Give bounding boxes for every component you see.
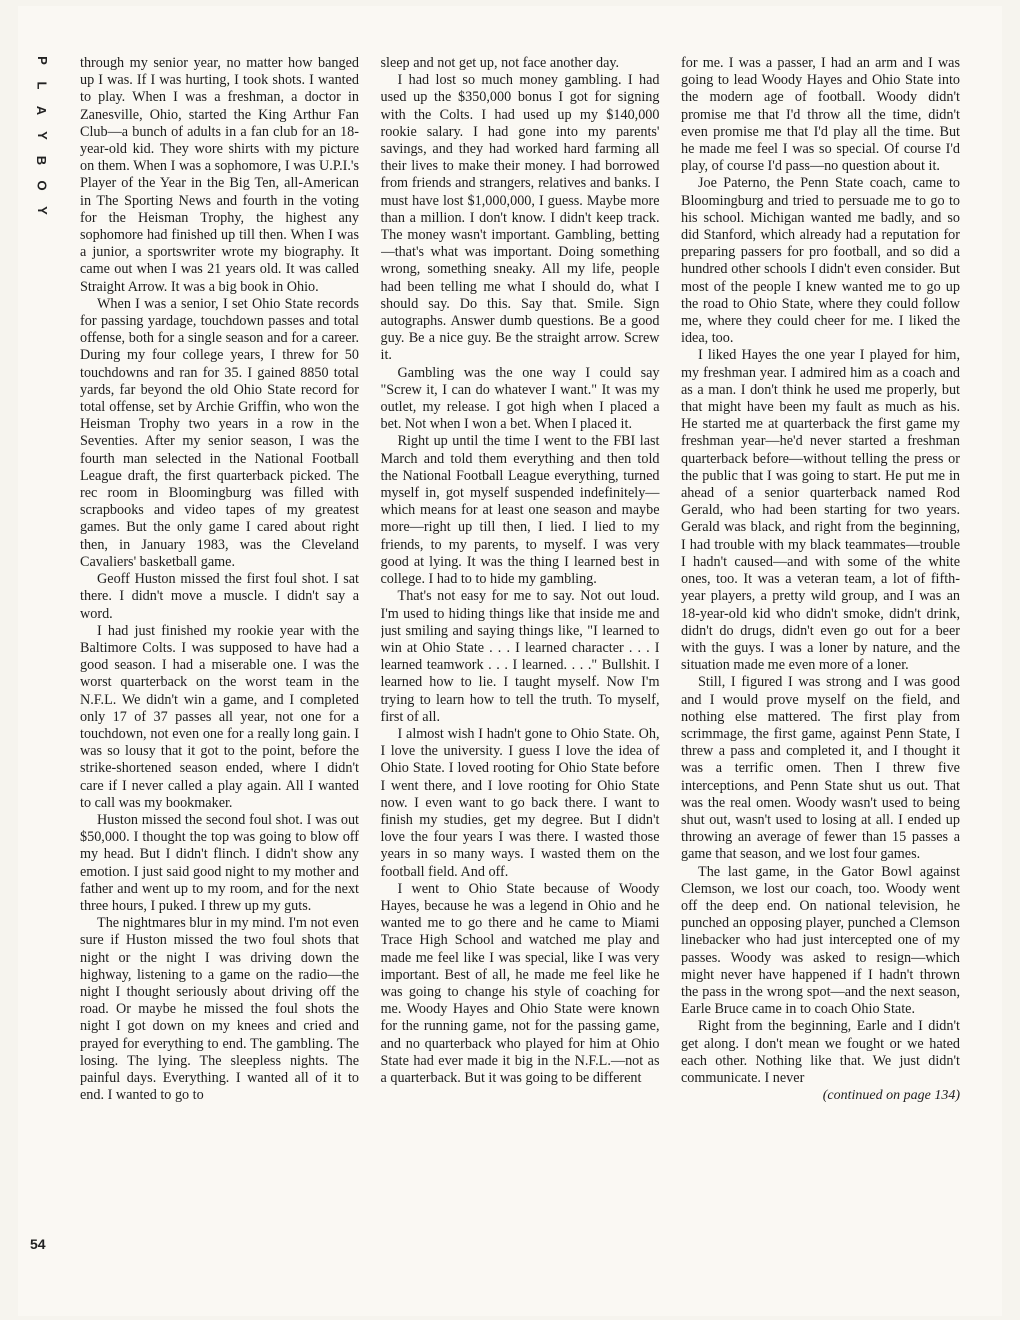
- running-head-playboy: [30, 48, 54, 223]
- article-paragraph: That's not easy for me to say. Not out loud. I'm used to hiding things like that inside me and just smiling and saying things like, "I learned to win at Ohio State . . . I learned character . . . I learned teamwork . . . I learned. . . ." Bullshit. I learned how to lie. I taught myself. Now I'm trying to learn how to tell the truth. To myself, first of all.: [380, 588, 660, 725]
- column-1: [80, 55, 359, 1260]
- article-paragraph: Right from the beginning, Earle and I didn't get along. I don't mean we fought or we hated each other. Nothing like that. We just didn't communicate. I never: [681, 1018, 960, 1086]
- article-paragraph: for me. I was a passer, I had an arm and I was going to lead Woody Hayes and Ohio State into the modern age of football. Woody didn't promise me that I'd throw all the time, didn't even promise me that I'd play all the time. But he made me feel I was so special. Of course I'd play, of course I'd pass—no question about it.: [681, 55, 960, 175]
- article-paragraph: Right up until the time I went to the FBI last March and told them everything and then told the National Football League everything, turned myself in, got myself suspended indefinitely—which means for at least one season and maybe more—right up till then, I lied. I lied to my friends, to my parents, to myself. I was very good at lying. It was the thing I learned best in college. I had to to hide my gambling.: [380, 433, 660, 588]
- article-paragraph: I almost wish I hadn't gone to Ohio State. Oh, I love the university. I guess I love the idea of Ohio State. I loved rooting for Ohio State before I went there, and I love rooting for Ohio State now. I even want to go back there. I want to finish my studies, get my degree. But I didn't love the four years I was there. I wasted those years in so many ways. I wasted them on the football field. And off.: [380, 725, 660, 880]
- article-body: [80, 55, 960, 1260]
- article-paragraph: Still, I figured I was strong and I was good and I would prove myself on the field, and nothing else mattered. The first play from scrimmage, the first game, against Penn State, I threw a pass and completed it, and I thought it was a terrific omen. Then I threw five interceptions, and Penn State shut us out. That was the real omen. Woody wasn't used to being shut out, wasn't used to losing at all. I ended up throwing an average of fewer than 15 passes a game that season, and we lost four games.: [681, 674, 960, 863]
- running-head-letter: O: [34, 180, 50, 191]
- running-head-letter: B: [34, 155, 50, 166]
- article-paragraph: Geoff Huston missed the first foul shot. I sat there. I didn't move a muscle. I didn't say a word.: [80, 571, 359, 622]
- article-paragraph: I liked Hayes the one year I played for him, my freshman year. I admired him as a coach and as a man. I don't think he used me properly, but that might have been my fault as much as his. He started me at quarterback the first game my freshman year—he'd never started a freshman quarterback before—without telling the press or the public that I was going to start. He put me in ahead of a senior quarterback named Rod Gerald, who had been starting for two years. Gerald was black, and right from the beginning, I had trouble with my black teammates—trouble I hadn't caused—and with some of the white ones, too. It was a veteran team, a lot of fifth-year players, a pretty wild group, and I was an 18-year-old kid who didn't smoke, didn't drink, didn't do drugs, didn't even go out for a beer with the guys. I was a loner by nature, and the situation made me even more of a loner.: [681, 347, 960, 674]
- running-head-letter: P: [34, 56, 50, 65]
- column-3: [681, 55, 960, 1260]
- running-head-letter: A: [34, 105, 50, 116]
- article-paragraph: The nightmares blur in my mind. I'm not even sure if Huston missed the two foul shots that night or the night I was driving down the highway, listening to a game on the radio—the night I thought seriously about driving off the road. Or maybe he missed the foul shots the night I got down on my knees and cried and prayed for everything to end. The gambling. The losing. The lying. The sleepless nights. The painful days. Everything. I wanted all of it to end. I wanted to go to: [80, 915, 359, 1104]
- article-paragraph: Gambling was the one way I could say "Screw it, I can do whatever I want." It was my outlet, my release. I got high when I placed a bet. Not when I won a bet. When I placed it.: [380, 364, 660, 433]
- running-head-letter: L: [34, 81, 50, 90]
- column-2: [381, 55, 660, 1260]
- article-paragraph: Huston missed the second foul shot. I was out $50,000. I thought the top was going to blow off my head. But I didn't flinch. I didn't show any emotion. I just said good night to my mother and father and went up to my room, and for the next three hours, I puked. I threw up my guts.: [80, 811, 359, 914]
- article-paragraph: I had lost so much money gambling. I had used up the $350,000 bonus I got for signing with the Colts. I had used up my $140,000 rookie salary. I had gone into my parents' savings, and they had worked hard farming all their lives to make their money. I had borrowed from friends and strangers, relatives and banks. I must have lost $1,000,000, I guess. Maybe more than a million. I don't know. I didn't keep track. The money wasn't important. Gambling, betting—that's what was important. Doing something wrong, something sneaky. All my life, people had been telling me what I should do, what I should say. Do this. Say that. Smile. Sign autographs. Answer dumb questions. Be a good guy. Be a nice guy. Be the straight arrow. Screw it.: [380, 72, 660, 364]
- page-number: 54: [30, 1236, 46, 1252]
- article-paragraph: Joe Paterno, the Penn State coach, came to Bloomingburg and tried to persuade me to go to his school. Michigan wanted me badly, and so did Stanford, which already had a reputation for preparing passers for pro football, and so did a hundred other schools I didn't even consider. But most of the people I knew wanted me to go up the road to Ohio State, where they could follow me, where they could cheer for me. I liked the idea, too.: [681, 175, 960, 347]
- article-paragraph: The last game, in the Gator Bowl against Clemson, we lost our coach, too. Woody went off the deep end. On national television, he punched an opposing player, punched a Clemson linebacker who had just intercepted one of my passes. Woody was asked to resign—which might never have happened if I hadn't thrown the pass in the wrong spot—and the next season, Earle Bruce came in to coach Ohio State.: [681, 863, 960, 1018]
- running-head-letter: Y: [34, 206, 50, 215]
- article-paragraph: through my senior year, no matter how banged up I was. If I was hurting, I took shots. I wanted to play. When I was a freshman, a doctor in Zanesville, Ohio, started the King Arthur Fan Club—a bunch of adults in a fan club for an 18-year-old kid. They wore shirts with my picture on them. When I was a sophomore, I was U.P.I.'s Player of the Year in the Big Ten, all-American in The Sporting News and fourth in the voting for the Heisman Trophy, the highest any sophomore had finished up till then. When I was a junior, a sportswriter wrote my biography. It came out when I was 21 years old. It was called Straight Arrow. It was a big book in Ohio.: [80, 55, 359, 295]
- article-paragraph: sleep and not get up, not face another day.: [380, 55, 620, 71]
- running-head-letter: Y: [34, 131, 50, 140]
- article-paragraph: I went to Ohio State because of Woody Hayes, because he was a legend in Ohio and he wanted me to go there and he came to Miami Trace High School and watched me play and made me feel like I was special, like I was very important. Best of all, he made me feel like he was going to change his style of coaching for me. Woody Hayes and Ohio State were known for the running game, not for the passing game, and no quarterback who played for him at Ohio State had ever made it big in the N.F.L.—not as a quarterback. But it was going to be different: [380, 880, 660, 1086]
- continued-on-note: (continued on page 134): [822, 1088, 960, 1104]
- article-paragraph: When I was a senior, I set Ohio State records for passing yardage, touchdown passes and total offense, both for a single season and for a career. During my four college years, I threw for 50 touchdowns and ran for 35. I gained 8850 total yards, far beyond the old Ohio State record for total offense, set by Archie Griffin, who won the Heisman Trophy two years in a row in the Seventies. After my senior season, I was the fourth man selected in the National Football League draft, the first quarterback picked. The rec room in Bloomingburg was filled with scrapbooks and video tapes of my greatest games. But the only game I cared about right then, in January 1983, was the Cleveland Cavaliers' basketball game.: [80, 295, 359, 570]
- article-paragraph: I had just finished my rookie year with the Baltimore Colts. I was supposed to have had a good season. I had a miserable one. I was the worst quarterback on the worst team in the N.F.L. We didn't win a game, and I completed only 17 of 37 passes all year, not one for a touchdown, not even one for a really long gain. I was so lousy that it got to the point, before the strike-shortened season ended, where I didn't care if I never called a play again. All I wanted to call was my bookmaker.: [80, 622, 359, 811]
